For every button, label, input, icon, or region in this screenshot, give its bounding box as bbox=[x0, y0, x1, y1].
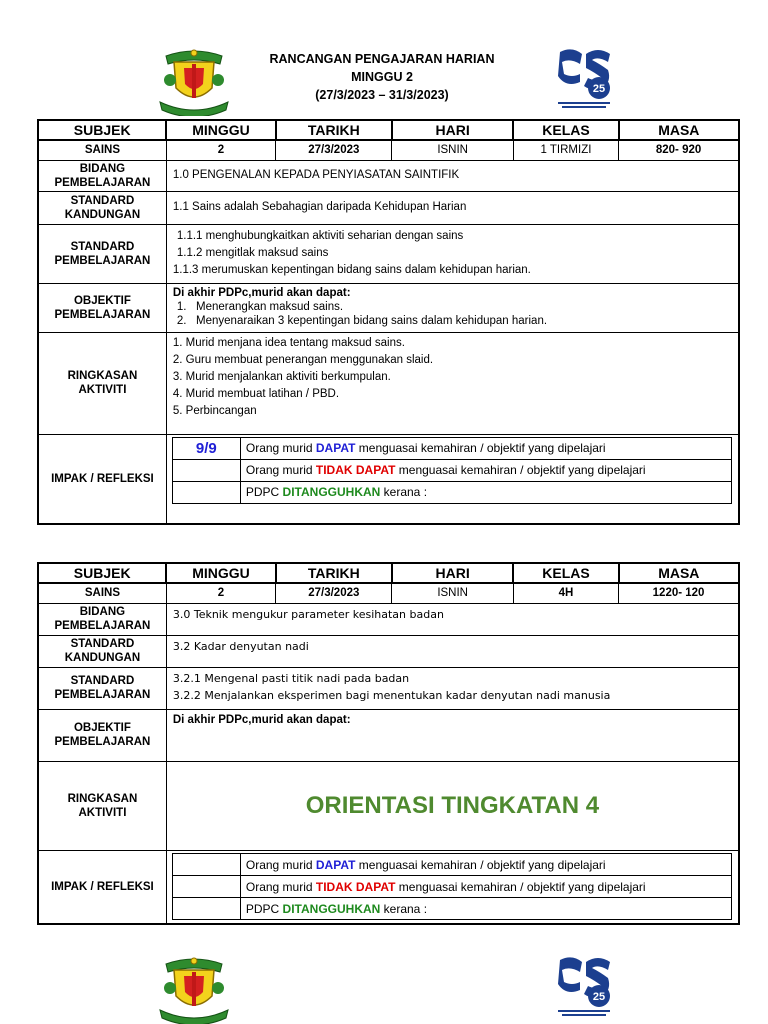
impak-dapat-count bbox=[172, 854, 240, 876]
dapat-keyword: DAPAT bbox=[315, 857, 356, 872]
header-title-line2: MINGGU 2 bbox=[351, 70, 413, 84]
impak-row bbox=[38, 434, 739, 524]
impak-content bbox=[166, 850, 739, 924]
tarikh-value: 27/3/2023 bbox=[276, 140, 392, 160]
impak-dapat-row bbox=[172, 854, 731, 876]
objektif-content bbox=[166, 283, 739, 332]
sk-text: 1.1 Sains adalah Sebahagian daripada Kehidupan Harian bbox=[172, 201, 467, 213]
standard-kandungan-label bbox=[38, 635, 166, 667]
ringkasan-item: 1. Murid menjana idea tentang maksud sains. bbox=[172, 336, 405, 349]
sp-item: 1.1.3 merumuskan kepentingan bidang sains dalam kehidupan harian. bbox=[172, 264, 531, 276]
col-tarikh: TARIKH bbox=[276, 120, 392, 140]
impak-tangguh-count bbox=[172, 481, 240, 503]
objektif-intro: Di akhir PDPc,murid akan dapat: bbox=[172, 286, 351, 299]
ringkasan-item: 3. Murid menjalankan aktiviti berkumpulan. bbox=[172, 370, 391, 383]
sp-item: 3.2.2 Menjalankan eksperimen bagi menentukan kadar denyutan nadi manusia bbox=[172, 688, 611, 702]
impak-tidak-row bbox=[172, 459, 731, 481]
col-hari: HARI bbox=[392, 563, 513, 583]
objektif-item: 2. Menyenaraikan 3 kepentingan bidang sains dalam kehidupan harian. bbox=[176, 314, 548, 327]
impak-tidak-count bbox=[172, 459, 240, 481]
sk-text: 3.2 Kadar denyutan nadi bbox=[172, 639, 309, 653]
bidang-label-l2: PEMBELAJARAN bbox=[54, 176, 151, 189]
sk-label-l2: KANDUNGAN bbox=[64, 652, 141, 664]
hari-value: ISNIN bbox=[392, 583, 513, 603]
column-header-row bbox=[38, 563, 739, 583]
standard-pembelajaran-label bbox=[38, 224, 166, 283]
impak-row bbox=[38, 850, 739, 924]
ringkasan-label-l2: AKTIVITI bbox=[78, 384, 127, 396]
objektif-label bbox=[38, 709, 166, 761]
subjek-value: SAINS bbox=[38, 140, 166, 160]
impak-text: kerana : bbox=[380, 901, 428, 916]
standard-pembelajaran-row bbox=[38, 224, 739, 283]
sk-label-l2: KANDUNGAN bbox=[64, 208, 141, 221]
bidang-text: 3.0 Teknik mengukur parameter kesihatan badan bbox=[172, 607, 444, 621]
subjek-value: SAINS bbox=[38, 583, 166, 603]
header-title-line1: RANCANGAN PENGAJARAN HARIAN bbox=[269, 52, 495, 66]
col-subjek: SUBJEK bbox=[38, 120, 166, 140]
minggu-value: 2 bbox=[166, 140, 275, 160]
kelas-value: 4H bbox=[513, 583, 618, 603]
ringkasan-label bbox=[38, 761, 166, 850]
header-title-line3: (27/3/2023 – 31/3/2023) bbox=[315, 88, 449, 102]
col-kelas: KELAS bbox=[513, 563, 618, 583]
objektif-label bbox=[38, 283, 166, 332]
sp-item: 1.1.1 menghubungkaitkan aktiviti seharian dengan sains bbox=[176, 230, 464, 242]
standard-kandungan-label bbox=[38, 191, 166, 224]
impak-tidak-count bbox=[172, 876, 240, 898]
col-masa: MASA bbox=[619, 563, 739, 583]
impak-tidak-text bbox=[240, 876, 731, 898]
ringkasan-item: 4. Murid membuat latihan / PBD. bbox=[172, 387, 340, 400]
bidang-label-l2: PEMBELAJARAN bbox=[54, 620, 151, 632]
sp-item: 1.1.2 mengitlak maksud sains bbox=[176, 247, 329, 259]
impak-text: Orang murid bbox=[245, 857, 316, 872]
col-minggu: MINGGU bbox=[166, 120, 275, 140]
objektif-item: 1. Menerangkan maksud sains. bbox=[176, 300, 344, 313]
impak-dapat-text bbox=[240, 437, 731, 459]
sp-label-l1: STANDARD bbox=[70, 240, 135, 253]
sp-label-l1: STANDARD bbox=[70, 675, 135, 687]
dapat-keyword: DAPAT bbox=[315, 441, 356, 455]
svg-text:25: 25 bbox=[592, 83, 606, 95]
col-kelas: KELAS bbox=[513, 120, 618, 140]
impak-label: IMPAK / REFLEKSI bbox=[38, 434, 166, 524]
hari-value: ISNIN bbox=[392, 140, 513, 160]
impak-tangguh-count bbox=[172, 898, 240, 920]
ringkasan-row bbox=[38, 761, 739, 850]
impak-text: Orang murid bbox=[245, 441, 316, 455]
impak-tidak-text bbox=[240, 459, 731, 481]
impak-text: kerana : bbox=[380, 485, 428, 499]
obj-label-l1: OBJEKTIF bbox=[73, 722, 131, 734]
impak-tangguh-text bbox=[240, 898, 731, 920]
sp-item: 3.2.1 Mengenal pasti titik nadi pada badan bbox=[172, 671, 410, 685]
standard-pembelajaran-row bbox=[38, 667, 739, 709]
col-subjek: SUBJEK bbox=[38, 563, 166, 583]
values-row bbox=[38, 583, 739, 603]
objektif-intro: Di akhir PDPc,murid akan dapat: bbox=[172, 713, 351, 726]
impak-text: Orang murid bbox=[245, 879, 316, 894]
orientasi-banner: ORIENTASI TINGKATAN 4 bbox=[305, 792, 600, 819]
impak-text: menguasai kemahiran / objektif yang dipelajari bbox=[395, 463, 646, 477]
kelas-value: 1 TIRMIZI bbox=[513, 140, 618, 160]
standard-kandungan-content bbox=[166, 635, 739, 667]
impak-tangguh-text bbox=[240, 481, 731, 503]
impak-content bbox=[166, 434, 739, 524]
obj-label-l1: OBJEKTIF bbox=[73, 294, 131, 307]
sp-label-l2: PEMBELAJARAN bbox=[54, 254, 151, 267]
impak-dapat-text bbox=[240, 854, 731, 876]
ringkasan-label-l2: AKTIVITI bbox=[78, 806, 127, 819]
impak-text: menguasai kemahiran / objektif yang dipelajari bbox=[355, 441, 606, 455]
standard-kandungan-content bbox=[166, 191, 739, 224]
ringkasan-label-l1: RINGKASAN bbox=[67, 370, 138, 382]
bidang-content bbox=[166, 603, 739, 635]
page-header bbox=[0, 44, 768, 116]
svg-text:25: 25 bbox=[592, 991, 606, 1003]
impak-table bbox=[172, 853, 732, 920]
masa-value: 820- 920 bbox=[619, 140, 739, 160]
ditangguhkan-keyword: DITANGGUHKAN bbox=[282, 901, 381, 916]
objektif-content bbox=[166, 709, 739, 761]
ringkasan-row bbox=[38, 332, 739, 434]
bidang-row bbox=[38, 160, 739, 191]
standard-pembelajaran-content bbox=[166, 667, 739, 709]
tarikh-value: 27/3/2023 bbox=[276, 583, 392, 603]
impak-tangguh-row bbox=[172, 898, 731, 920]
bidang-label bbox=[38, 160, 166, 191]
sk-label-l1: STANDARD bbox=[70, 638, 135, 650]
ringkasan-label bbox=[38, 332, 166, 434]
ringkasan-item: 5. Perbincangan bbox=[172, 404, 257, 417]
standard-pembelajaran-label bbox=[38, 667, 166, 709]
impak-table bbox=[172, 437, 732, 504]
impak-text: menguasai kemahiran / objektif yang dipelajari bbox=[355, 857, 606, 872]
bidang-label bbox=[38, 603, 166, 635]
bidang-label-l1: BIDANG bbox=[79, 606, 126, 618]
tidak-dapat-keyword: TIDAK DAPAT bbox=[315, 879, 396, 894]
ministry-25-logo bbox=[552, 954, 616, 1020]
masa-value: 1220- 120 bbox=[619, 583, 739, 603]
objektif-row bbox=[38, 283, 739, 332]
standard-kandungan-row bbox=[38, 191, 739, 224]
lesson-plan-table-2 bbox=[37, 562, 740, 925]
standard-kandungan-row bbox=[38, 635, 739, 667]
obj-label-l2: PEMBELAJARAN bbox=[54, 308, 151, 321]
tidak-dapat-keyword: TIDAK DAPAT bbox=[315, 463, 396, 477]
impak-tangguh-row bbox=[172, 481, 731, 503]
impak-tidak-row bbox=[172, 876, 731, 898]
sp-label-l2: PEMBELAJARAN bbox=[54, 689, 151, 701]
bidang-row bbox=[38, 603, 739, 635]
ringkasan-item: 2. Guru membuat penerangan menggunakan slaid. bbox=[172, 353, 434, 366]
standard-pembelajaran-content bbox=[166, 224, 739, 283]
impak-label: IMPAK / REFLEKSI bbox=[38, 850, 166, 924]
ditangguhkan-keyword: DITANGGUHKAN bbox=[282, 485, 381, 499]
impak-text: PDPC bbox=[245, 485, 283, 499]
impak-text: Orang murid bbox=[245, 463, 316, 477]
header-title bbox=[200, 50, 564, 104]
ringkasan-label-l1: RINGKASAN bbox=[67, 792, 138, 805]
lesson-plan-table-1 bbox=[37, 119, 740, 525]
bidang-content bbox=[166, 160, 739, 191]
impak-text: PDPC bbox=[245, 901, 283, 916]
obj-label-l2: PEMBELAJARAN bbox=[54, 736, 151, 748]
ringkasan-content bbox=[166, 332, 739, 434]
sk-label-l1: STANDARD bbox=[70, 194, 135, 207]
ministry-25-logo bbox=[552, 46, 616, 112]
col-minggu: MINGGU bbox=[166, 563, 275, 583]
ringkasan-content bbox=[166, 761, 739, 850]
col-masa: MASA bbox=[619, 120, 739, 140]
impak-text: menguasai kemahiran / objektif yang dipelajari bbox=[395, 879, 646, 894]
school-crest-logo bbox=[154, 952, 234, 1024]
column-header-row bbox=[38, 120, 739, 140]
objektif-row bbox=[38, 709, 739, 761]
values-row bbox=[38, 140, 739, 160]
impak-dapat-count: 9/9 bbox=[172, 437, 240, 459]
bidang-label-l1: BIDANG bbox=[79, 162, 126, 175]
col-tarikh: TARIKH bbox=[276, 563, 392, 583]
minggu-value: 2 bbox=[166, 583, 275, 603]
bidang-text: 1.0 PENGENALAN KEPADA PENYIASATAN SAINTIFIK bbox=[172, 169, 460, 181]
impak-dapat-row bbox=[172, 437, 731, 459]
col-hari: HARI bbox=[392, 120, 513, 140]
